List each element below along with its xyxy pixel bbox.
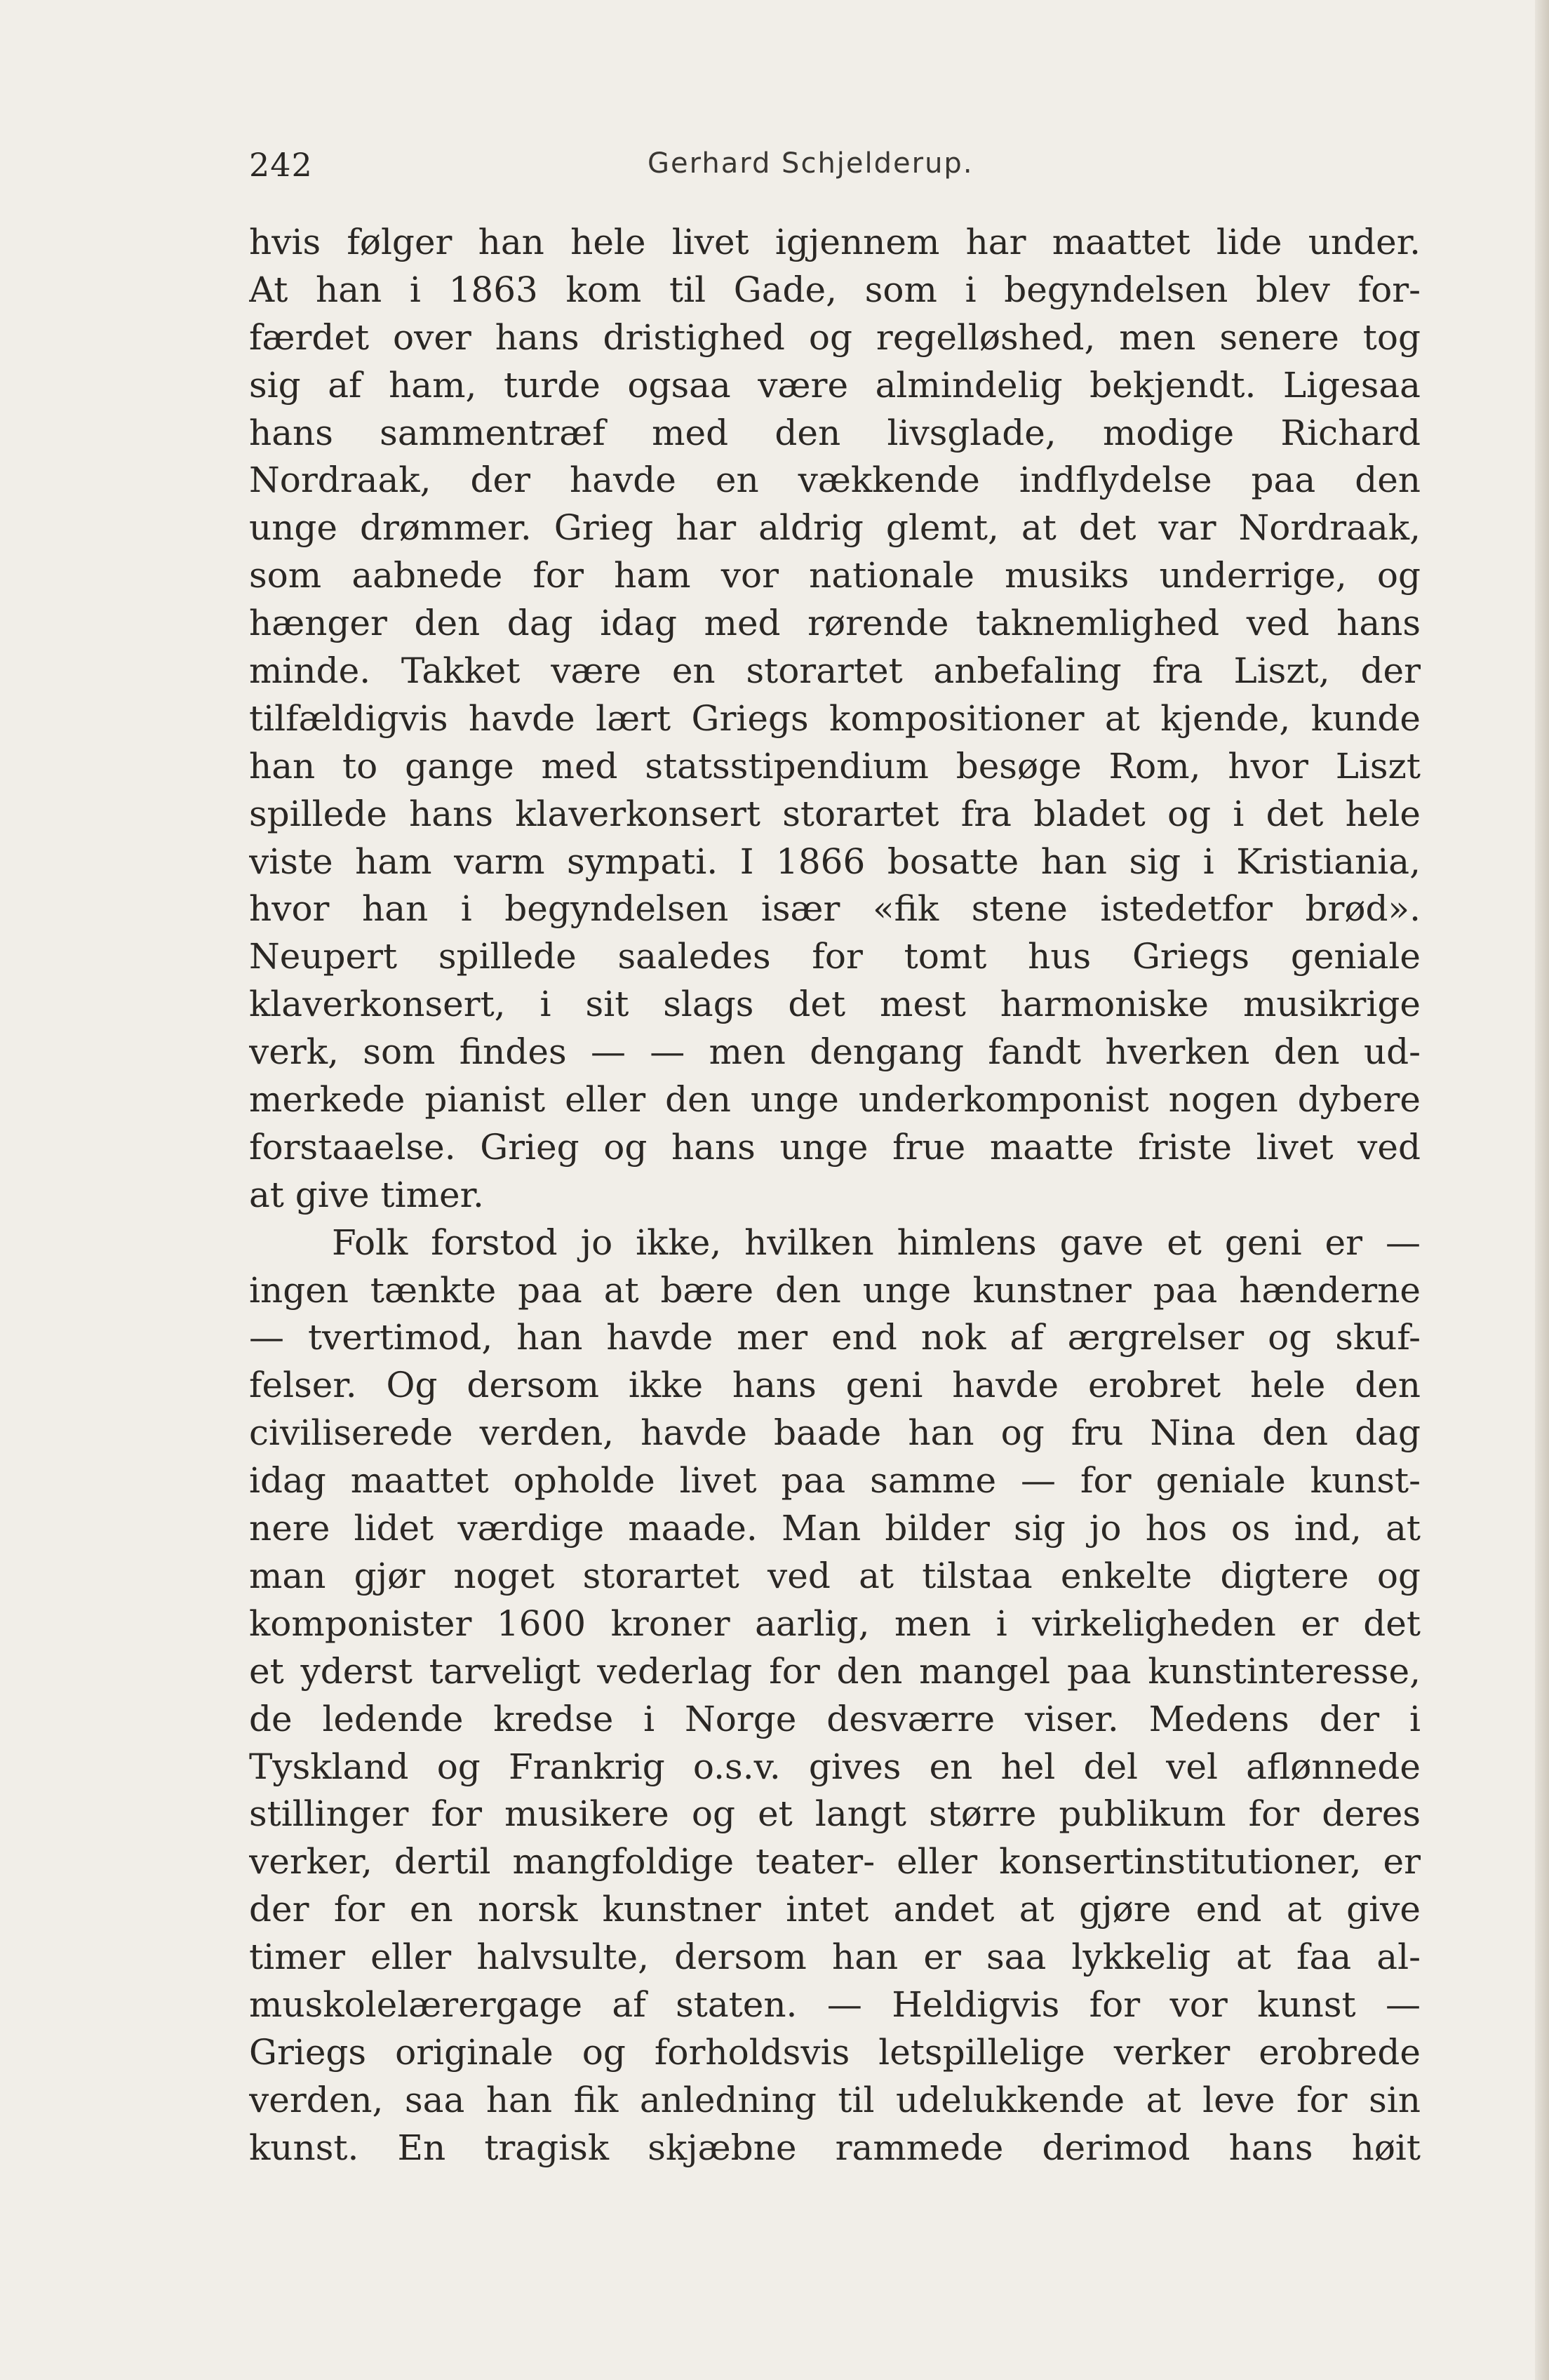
text-line: verden, saa han fik anledning til udelukkende at leve for sin <box>249 2079 1421 2120</box>
text-line: verk, som findes — — men dengang fandt hverken den ud- <box>249 1031 1421 1073</box>
text-line: unge drømmer. Grieg har aldrig glemt, at det var Nordraak, <box>249 507 1421 549</box>
text-line: merkede pianist eller den unge underkomponist nogen dybere <box>249 1079 1421 1121</box>
text-line: — tvertimod, han havde mer end nok af ærgrelser og skuf- <box>249 1317 1421 1358</box>
text-line: et yderst tarveligt vederlag for den mangel paa kunstinteresse, <box>249 1650 1421 1692</box>
text-line: muskolelærergage af staten. — Heldigvis for vor kunst — <box>249 1984 1421 2025</box>
text-line: stillinger for musikere og et langt større publikum for deres <box>249 1793 1421 1835</box>
page-edge <box>1535 0 1549 2380</box>
text-line: ingen tænkte paa at bære den unge kunstner paa hænderne <box>249 1269 1421 1311</box>
text-line: nere lidet værdige maade. Man bilder sig jo hos os ind, at <box>249 1508 1421 1549</box>
text-line: viste ham varm sympati. I 1866 bosatte han sig i Kristiania, <box>249 841 1421 882</box>
text-line: verker, dertil mangfoldige teater- eller konsertinstitutioner, er <box>249 1841 1421 1883</box>
text-line: de ledende kredse i Norge desværre viser. Medens der i <box>249 1698 1421 1739</box>
text-line: Tyskland og Frankrig o.s.v. gives en hel del vel aflønnede <box>249 1746 1421 1787</box>
text-line: Nordraak, der havde en vækkende indflydelse paa den <box>249 460 1421 501</box>
running-head: Gerhard Schjelderup. <box>648 147 974 180</box>
text-line: færdet over hans dristighed og regelløshed, men senere tog <box>249 316 1421 358</box>
text-line: komponister 1600 kroner aarlig, men i virkeligheden er det <box>249 1603 1421 1644</box>
text-line: tilfældigvis havde lært Griegs kompositioner at kjende, kunde <box>249 697 1421 739</box>
text-line: man gjør noget storartet ved at tilstaa enkelte digtere og <box>249 1555 1421 1596</box>
text-line: spillede hans klaverkonsert storartet fra bladet og i det hele <box>249 793 1421 834</box>
text-line: felser. Og dersom ikke hans geni havde erobret hele den <box>249 1365 1421 1406</box>
text-line: at give timer. <box>249 1174 484 1215</box>
text-line: At han i 1863 kom til Gade, som i begyndelsen blev for- <box>249 269 1421 310</box>
text-line: Folk forstod jo ikke, hvilken himlens gave et geni er — <box>332 1222 1421 1263</box>
text-line: hænger den dag idag med rørende taknemlighed ved hans <box>249 603 1421 644</box>
text-line: klaverkonsert, i sit slags det mest harmoniske musikrige <box>249 984 1421 1025</box>
text-line: som aabnede for ham vor nationale musiks underrige, og <box>249 555 1421 596</box>
text-line: Griegs originale og forholdsvis letspillelige verker erobrede <box>249 2031 1421 2073</box>
text-line: kunst. En tragisk skjæbne rammede derimod hans høit <box>249 2127 1421 2168</box>
text-line: Neupert spillede saaledes for tomt hus Griegs geniale <box>249 936 1421 977</box>
text-line: minde. Takket være en storartet anbefaling fra Liszt, der <box>249 650 1421 692</box>
text-line: der for en norsk kunstner intet andet at gjøre end at give <box>249 1889 1421 1930</box>
text-line: idag maattet opholde livet paa samme — for geniale kunst- <box>249 1460 1421 1502</box>
text-line: sig af ham, turde ogsaa være almindelig bekjendt. Ligesaa <box>249 364 1421 406</box>
text-line: forstaaelse. Grieg og hans unge frue maatte friste livet ved <box>249 1126 1421 1168</box>
text-line: hans sammentræf med den livsglade, modige Richard <box>249 412 1421 453</box>
page-number: 242 <box>249 146 313 184</box>
text-line: civiliserede verden, havde baade han og fru Nina den dag <box>249 1412 1421 1454</box>
text-line: timer eller halvsulte, dersom han er saa lykkelig at faa al- <box>249 1937 1421 1978</box>
text-line: hvor han i begyndelsen især «fik stene istedetfor brød». <box>249 888 1421 930</box>
text-line: hvis følger han hele livet igjennem har maattet lide under. <box>249 222 1421 262</box>
body-text <box>249 219 1421 2172</box>
page-header <box>249 146 1421 188</box>
text-line: han to gange med statsstipendium besøge Rom, hvor Liszt <box>249 745 1421 787</box>
